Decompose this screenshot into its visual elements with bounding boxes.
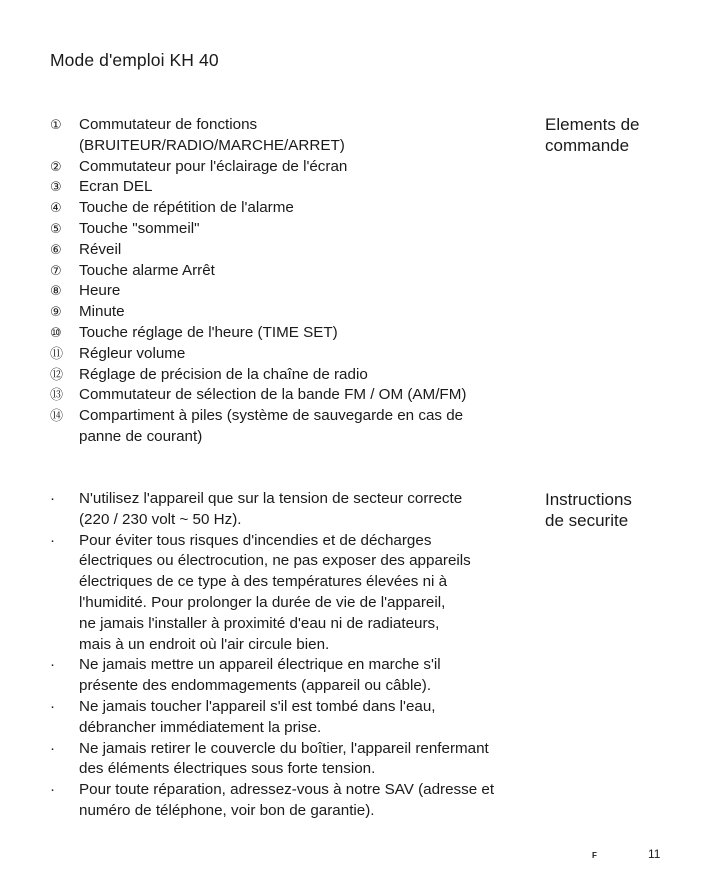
control-item-text: Touche "sommeil" <box>79 219 200 237</box>
bullet-point: · <box>50 781 56 799</box>
control-item-text: Ecran DEL <box>79 178 153 196</box>
safety-item <box>50 489 520 531</box>
control-item-text: Réveil <box>79 240 122 258</box>
safety-item-text: Ne jamais retirer le couvercle du boîtier, l'appareil renfermant <box>79 739 489 757</box>
controls-section-heading <box>545 114 640 156</box>
control-item-number: ② <box>50 158 62 174</box>
control-item-number: ④ <box>50 200 62 216</box>
safety-item-text: présente des endommagements (appareil ou câble). <box>79 677 432 695</box>
page-number: 11 <box>648 847 661 861</box>
safety-item-text: N'utilisez l'appareil que sur la tension de secteur correcte <box>79 490 463 507</box>
safety-item <box>50 739 520 781</box>
control-item-number: ⑤ <box>50 220 62 236</box>
bullet-point: · <box>50 490 56 507</box>
safety-list <box>50 489 520 822</box>
control-item-text: Heure <box>79 282 121 300</box>
control-item-text: Commutateur de fonctions <box>79 116 258 133</box>
safety-item-text: ne jamais l'installer à proximité d'eau ni de radiateurs, <box>79 614 440 632</box>
control-item-number: ⑥ <box>50 241 62 257</box>
safety-item <box>50 697 520 739</box>
control-item <box>50 406 520 448</box>
safety-item-text: Pour éviter tous risques d'incendies et de décharges <box>79 531 432 549</box>
bullet-point: · <box>50 656 56 674</box>
page-title: Mode d'emploi KH 40 <box>50 50 219 70</box>
control-item-text: Touche réglage de l'heure (TIME SET) <box>79 323 338 341</box>
safety-item-text: numéro de téléphone, voir bon de garantie). <box>79 801 375 819</box>
control-item-number: ⑧ <box>50 283 62 299</box>
controls-heading-line: commande <box>545 136 630 155</box>
control-item-text: Commutateur pour l'éclairage de l'écran <box>79 157 348 175</box>
control-item-number: ⑦ <box>50 262 62 278</box>
safety-item-text: Ne jamais toucher l'appareil s'il est tombé dans l'eau, <box>79 697 436 715</box>
control-item <box>50 261 520 282</box>
control-item <box>50 177 520 198</box>
bullet-point: · <box>50 697 56 715</box>
safety-section-heading <box>545 489 632 531</box>
control-item-text: panne de courant) <box>79 427 203 445</box>
control-item-number: ③ <box>50 179 62 195</box>
control-item-text: Commutateur de sélection de la bande FM / OM (AM/FM) <box>79 386 467 404</box>
control-item <box>50 344 520 365</box>
control-item-number: ⑨ <box>50 304 62 320</box>
control-item <box>50 365 520 386</box>
control-item <box>50 115 520 157</box>
control-item <box>50 157 520 178</box>
safety-item-text: électriques de ce type à des températures élevées ni à <box>79 573 448 591</box>
controls-heading-line: Elements de <box>545 115 640 134</box>
control-item <box>50 198 520 219</box>
control-item-text: (BRUITEUR/RADIO/MARCHE/ARRET) <box>79 136 345 154</box>
safety-item-text: débrancher immédiatement la prise. <box>79 718 322 736</box>
control-item-number: ⑬ <box>50 387 64 403</box>
safety-item <box>50 655 520 697</box>
control-item-text: Touche alarme Arrêt <box>79 261 215 279</box>
safety-item-text: électriques ou électrocution, ne pas exposer des appareils <box>79 552 471 570</box>
language-marker: F <box>592 851 597 860</box>
safety-item-text: (220 / 230 volt ~ 50 Hz). <box>79 510 242 528</box>
control-item <box>50 281 520 302</box>
control-item <box>50 302 520 323</box>
safety-heading-line: de securite <box>545 511 629 530</box>
safety-item-text: Pour toute réparation, adressez-vous à notre SAV (adresse et <box>79 781 495 799</box>
controls-list <box>50 115 520 448</box>
control-item-number: ① <box>50 117 62 132</box>
control-item-number: ⑩ <box>50 324 62 340</box>
safety-item-text: mais à un endroit où l'air circule bien. <box>79 635 330 653</box>
control-item-number: ⑪ <box>50 345 64 361</box>
control-item-text: Touche de répétition de l'alarme <box>79 199 294 217</box>
control-item-number: ⑫ <box>50 366 64 382</box>
safety-item-text: des éléments électriques sous forte tension. <box>79 760 376 778</box>
control-item <box>50 385 520 406</box>
control-item <box>50 240 520 261</box>
control-item-text: Régleur volume <box>79 344 186 362</box>
control-item-text: Compartiment à piles (système de sauvegarde en cas de <box>79 407 464 425</box>
control-item <box>50 219 520 240</box>
control-item <box>50 323 520 344</box>
bullet-point: · <box>50 739 56 757</box>
safety-item <box>50 780 520 822</box>
control-item-text: Minute <box>79 303 125 321</box>
safety-item <box>50 531 520 656</box>
safety-heading-line: Instructions <box>545 490 632 509</box>
control-item-number: ⑭ <box>50 408 64 424</box>
bullet-point: · <box>50 531 56 549</box>
safety-item-text: Ne jamais mettre un appareil électrique en marche s'il <box>79 656 441 674</box>
control-item-text: Réglage de précision de la chaîne de radio <box>79 365 368 383</box>
safety-item-text: l'humidité. Pour prolonger la durée de vie de l'appareil, <box>79 593 446 611</box>
